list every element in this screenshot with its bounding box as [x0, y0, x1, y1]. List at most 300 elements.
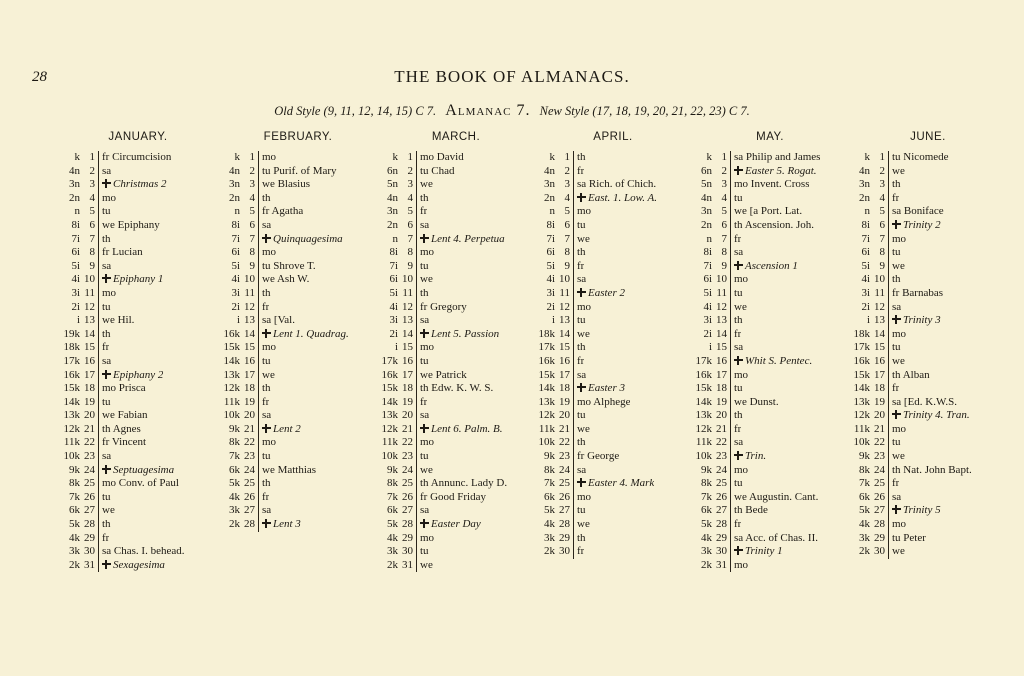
day-text: th Annunc. Lady D. [420, 477, 508, 490]
day-entry [259, 464, 316, 478]
day-text: sa [Val. [262, 314, 295, 327]
day-entry [259, 423, 301, 437]
day-text: we Fabian [102, 409, 148, 422]
day-row [533, 260, 693, 274]
day-number: 13 [241, 314, 259, 328]
golden-number: 4i [703, 300, 712, 313]
day-entry [99, 355, 111, 369]
day-row [533, 165, 693, 179]
day-text: we Epiphany [102, 218, 160, 231]
day-row [218, 382, 378, 396]
day-text: th Ascension. Joh. [734, 218, 815, 231]
day-number: 17 [399, 369, 417, 383]
day-row [533, 477, 693, 491]
day-text: sa [420, 504, 430, 517]
day-row [376, 246, 536, 260]
day-number: 16 [399, 355, 417, 369]
day-entry [731, 246, 743, 260]
day-row [690, 273, 850, 287]
cross-icon [420, 234, 429, 243]
day-row [58, 532, 218, 546]
day-number: 5 [81, 205, 99, 219]
day-number: 12 [871, 301, 889, 315]
day-row [376, 423, 536, 437]
day-text: we [577, 422, 590, 435]
day-number: 3 [81, 178, 99, 192]
day-text: sa Acc. of Chas. II. [734, 531, 819, 544]
golden-number: 7k [229, 450, 240, 463]
day-number: 13 [713, 314, 731, 328]
page-title: THE BOOK OF ALMANACS. [394, 67, 630, 86]
day-number: 23 [241, 450, 259, 464]
day-text: th [577, 151, 586, 163]
golden-number: 4n [229, 164, 240, 177]
golden-number: 7k [544, 477, 555, 490]
day-row [376, 273, 536, 287]
day-row [218, 287, 378, 301]
day-text: th [262, 477, 271, 490]
day-entry [889, 477, 899, 491]
day-number: 10 [399, 273, 417, 287]
day-entry [417, 151, 464, 165]
day-row [848, 165, 1008, 179]
day-text: tu [262, 354, 271, 367]
day-number: 5 [713, 205, 731, 219]
feast-name: Lent 4. Perpetua [431, 232, 505, 245]
day-entry [731, 151, 820, 165]
cross-icon [102, 179, 111, 188]
day-row [848, 192, 1008, 206]
golden-number: 3i [389, 314, 398, 327]
golden-number: 5i [389, 286, 398, 299]
day-entry [259, 260, 316, 274]
day-number: 10 [81, 273, 99, 287]
day-entry [731, 382, 743, 396]
golden-number: 3n [229, 178, 240, 191]
day-row [533, 436, 693, 450]
golden-number: k [392, 151, 398, 163]
day-number: 23 [81, 450, 99, 464]
golden-number: 10k [381, 450, 398, 463]
cross-icon [734, 166, 743, 175]
day-text: th Nat. John Bapt. [892, 463, 972, 476]
day-entry [259, 287, 271, 301]
day-text: tu [102, 490, 111, 503]
day-number: 24 [871, 464, 889, 478]
day-number: 15 [713, 341, 731, 355]
day-text: we Ash W. [262, 273, 310, 286]
day-entry [731, 491, 818, 505]
day-list [533, 151, 693, 559]
day-entry [574, 369, 586, 383]
golden-number: 8i [703, 246, 712, 259]
day-text: we [892, 164, 905, 177]
day-text: fr Agatha [262, 205, 304, 218]
cross-icon [577, 383, 586, 392]
golden-number: 5k [69, 518, 80, 531]
day-number: 26 [241, 491, 259, 505]
day-number: 17 [713, 369, 731, 383]
day-text: mo [262, 436, 277, 449]
day-number: 27 [399, 504, 417, 518]
day-number: 14 [871, 328, 889, 342]
day-number: 16 [241, 355, 259, 369]
day-number: 17 [871, 369, 889, 383]
day-row [533, 518, 693, 532]
day-row [690, 233, 850, 247]
day-text: th [577, 341, 586, 354]
day-row [218, 423, 378, 437]
golden-number: 7k [701, 490, 712, 503]
day-text: we [734, 300, 747, 313]
golden-number: 5i [546, 259, 555, 272]
day-number: 28 [81, 518, 99, 532]
day-row [848, 178, 1008, 192]
day-row [690, 423, 850, 437]
day-row [218, 219, 378, 233]
golden-number: n [392, 232, 398, 245]
day-entry [574, 219, 586, 233]
day-row [533, 341, 693, 355]
day-text: th Edw. K. W. S. [420, 382, 494, 395]
golden-number: i [76, 314, 80, 327]
day-text: sa [262, 504, 272, 517]
day-row [690, 165, 850, 179]
golden-number: 9k [544, 450, 555, 463]
day-entry [574, 301, 591, 315]
golden-number: n [74, 205, 80, 218]
day-entry [731, 450, 766, 464]
day-number: 16 [871, 355, 889, 369]
golden-number: 4i [546, 273, 555, 286]
day-text: th Bede [734, 504, 768, 517]
day-row [690, 178, 850, 192]
day-row [218, 491, 378, 505]
day-entry [99, 369, 163, 383]
day-entry [889, 436, 901, 450]
day-entry [259, 382, 271, 396]
golden-number: 3n [544, 178, 555, 191]
day-row [218, 205, 378, 219]
day-text: we Augustin. Cant. [734, 490, 819, 503]
golden-number: 2n [387, 218, 398, 231]
day-text: sa [577, 273, 587, 286]
feast-name: Sexagesima [113, 558, 165, 571]
day-text: mo [892, 327, 907, 340]
day-entry [574, 287, 625, 301]
day-number: 7 [713, 233, 731, 247]
day-number: 27 [81, 504, 99, 518]
golden-number: 11k [223, 395, 240, 408]
cross-icon [102, 274, 111, 283]
day-text: we Dunst. [734, 395, 779, 408]
day-entry [417, 355, 429, 369]
day-entry [731, 532, 818, 546]
day-entry [99, 423, 141, 437]
day-text: fr [892, 382, 900, 395]
day-text: we [577, 518, 590, 531]
feast-name: Easter 3 [588, 382, 625, 395]
day-row [848, 314, 1008, 328]
golden-number: 4k [229, 490, 240, 503]
day-row [690, 477, 850, 491]
day-entry [417, 287, 429, 301]
day-number: 10 [241, 273, 259, 287]
day-number: 21 [556, 423, 574, 437]
day-entry [731, 205, 802, 219]
golden-number: 12k [853, 409, 870, 422]
day-row [376, 165, 536, 179]
day-entry [889, 178, 901, 192]
golden-number: 4i [231, 273, 240, 286]
day-entry [417, 518, 481, 532]
month-column [376, 131, 536, 572]
day-entry [99, 287, 116, 301]
golden-number: 11k [63, 436, 80, 449]
day-row [376, 151, 536, 165]
day-number: 8 [81, 246, 99, 260]
golden-number: 5k [701, 518, 712, 531]
day-row [58, 301, 218, 315]
golden-number: 18k [538, 327, 555, 340]
day-entry [731, 369, 748, 383]
golden-number: 14k [223, 354, 240, 367]
feast-name: Quinquagesima [273, 232, 343, 245]
day-number: 21 [241, 423, 259, 437]
day-entry [574, 518, 590, 532]
golden-number: 2i [231, 300, 240, 313]
day-text: we [577, 232, 590, 245]
day-entry [417, 260, 429, 274]
day-text: we [420, 273, 433, 286]
day-text: tu [892, 246, 901, 259]
day-entry [259, 409, 271, 423]
golden-number: 2n [701, 218, 712, 231]
day-row [376, 532, 536, 546]
day-text: mo [734, 368, 749, 381]
day-row [848, 355, 1008, 369]
day-row [533, 314, 693, 328]
day-entry [889, 151, 949, 165]
day-row [58, 355, 218, 369]
cross-icon [577, 193, 586, 202]
day-entry [417, 559, 433, 573]
day-entry [574, 450, 619, 464]
day-number: 25 [556, 477, 574, 491]
day-row [533, 219, 693, 233]
day-entry [731, 409, 743, 423]
day-entry [574, 178, 656, 192]
day-entry [731, 260, 798, 274]
day-row [690, 328, 850, 342]
day-text: fr [102, 531, 110, 544]
day-entry [259, 477, 271, 491]
day-text: th [262, 286, 271, 299]
day-row [848, 260, 1008, 274]
feast-name: Lent 5. Passion [431, 327, 500, 340]
day-number: 23 [556, 450, 574, 464]
golden-number: 4k [701, 531, 712, 544]
cross-icon [577, 288, 586, 297]
day-number: 8 [399, 246, 417, 260]
golden-number: 4i [71, 273, 80, 286]
feast-name: Lent 2 [273, 422, 301, 435]
day-text: mo Prisca [102, 382, 146, 395]
cross-icon [102, 465, 111, 474]
day-number: 27 [241, 504, 259, 518]
golden-number: 12k [381, 422, 398, 435]
cross-icon [892, 410, 901, 419]
day-row [533, 450, 693, 464]
golden-number: 6k [701, 504, 712, 517]
day-text: mo [892, 518, 907, 531]
golden-number: 3i [703, 314, 712, 327]
cross-icon [734, 356, 743, 365]
day-list [218, 151, 378, 532]
golden-number: 16k [538, 354, 555, 367]
day-text: sa [892, 490, 902, 503]
day-entry [574, 151, 586, 165]
day-number: 25 [713, 477, 731, 491]
day-text: sa Philip and James [734, 151, 821, 163]
golden-number: 15k [223, 341, 240, 354]
day-entry [574, 246, 586, 260]
day-number: 29 [713, 532, 731, 546]
feast-name: Trin. [745, 450, 767, 463]
golden-number: 2k [544, 545, 555, 558]
day-row [58, 151, 218, 165]
cross-icon [734, 451, 743, 460]
day-text: we Patrick [420, 368, 467, 381]
golden-number: n [706, 232, 712, 245]
feast-name: Easter 4. Mark [588, 477, 655, 490]
day-row [848, 301, 1008, 315]
day-row [848, 477, 1008, 491]
golden-number: 16k [695, 368, 712, 381]
golden-number: 3i [231, 286, 240, 299]
cross-icon [102, 370, 111, 379]
day-number: 28 [556, 518, 574, 532]
feast-name: Christmas 2 [113, 178, 167, 191]
day-number: 22 [399, 436, 417, 450]
golden-number: 6i [231, 246, 240, 259]
day-row [58, 518, 218, 532]
day-row [690, 464, 850, 478]
day-number: 12 [556, 301, 574, 315]
day-entry [574, 491, 591, 505]
day-text: th Alban [892, 368, 930, 381]
golden-number: 5i [703, 286, 712, 299]
golden-number: 2i [71, 300, 80, 313]
day-entry [417, 491, 486, 505]
day-entry [259, 219, 271, 233]
day-row [218, 192, 378, 206]
day-text: tu [420, 259, 429, 272]
day-number: 2 [871, 165, 889, 179]
day-text: sa Chas. I. behead. [102, 545, 185, 558]
golden-number: 3k [69, 545, 80, 558]
cross-icon [420, 519, 429, 528]
day-entry [889, 532, 926, 546]
day-text: th [892, 273, 901, 286]
day-number: 20 [713, 409, 731, 423]
golden-number: 5n [701, 178, 712, 191]
day-number: 4 [871, 192, 889, 206]
day-entry [99, 151, 171, 165]
day-text: sa [420, 409, 430, 422]
day-number: 11 [713, 287, 731, 301]
golden-number: 16k [381, 368, 398, 381]
day-entry [889, 464, 972, 478]
month-name: MAY. [756, 131, 784, 143]
golden-number: 10k [63, 450, 80, 463]
almanac-subtitle [0, 102, 1024, 120]
day-entry [99, 192, 116, 206]
golden-number: 10k [223, 409, 240, 422]
golden-number: 12k [695, 422, 712, 435]
day-entry [574, 328, 590, 342]
day-text: tu [262, 450, 271, 463]
day-row [533, 491, 693, 505]
day-number: 24 [241, 464, 259, 478]
day-text: we [420, 558, 433, 571]
day-text: tu [577, 314, 586, 327]
day-entry [417, 219, 429, 233]
day-row [218, 477, 378, 491]
golden-number: 9k [69, 463, 80, 476]
day-number: 2 [81, 165, 99, 179]
day-row [848, 518, 1008, 532]
day-row [58, 287, 218, 301]
day-number: 29 [871, 532, 889, 546]
day-number: 12 [399, 301, 417, 315]
day-entry [259, 518, 301, 532]
day-text: tu [102, 205, 111, 218]
golden-number: 11k [695, 436, 712, 449]
day-entry [731, 464, 748, 478]
day-number: 9 [871, 260, 889, 274]
golden-number: 8i [861, 218, 870, 231]
day-number: 12 [713, 301, 731, 315]
day-text: tu [420, 354, 429, 367]
day-entry [574, 504, 586, 518]
day-entry [99, 233, 111, 247]
day-number: 30 [556, 545, 574, 559]
golden-number: 12k [538, 409, 555, 422]
day-row [533, 355, 693, 369]
feast-name: Epiphany 2 [113, 368, 164, 381]
day-row [58, 178, 218, 192]
day-entry [574, 165, 584, 179]
day-row [848, 423, 1008, 437]
day-entry [731, 273, 748, 287]
day-number: 25 [81, 477, 99, 491]
golden-number: 6n [387, 164, 398, 177]
day-text: th [102, 232, 111, 245]
day-text: tu [577, 504, 586, 517]
day-number: 18 [713, 382, 731, 396]
day-text: tu [734, 286, 743, 299]
golden-number: k [234, 151, 240, 163]
golden-number: 2i [389, 327, 398, 340]
day-row [690, 151, 850, 165]
day-number: 27 [556, 504, 574, 518]
day-number: 7 [556, 233, 574, 247]
day-entry [889, 287, 943, 301]
day-text: sa [892, 300, 902, 313]
day-entry [889, 450, 905, 464]
day-number: 14 [241, 328, 259, 342]
